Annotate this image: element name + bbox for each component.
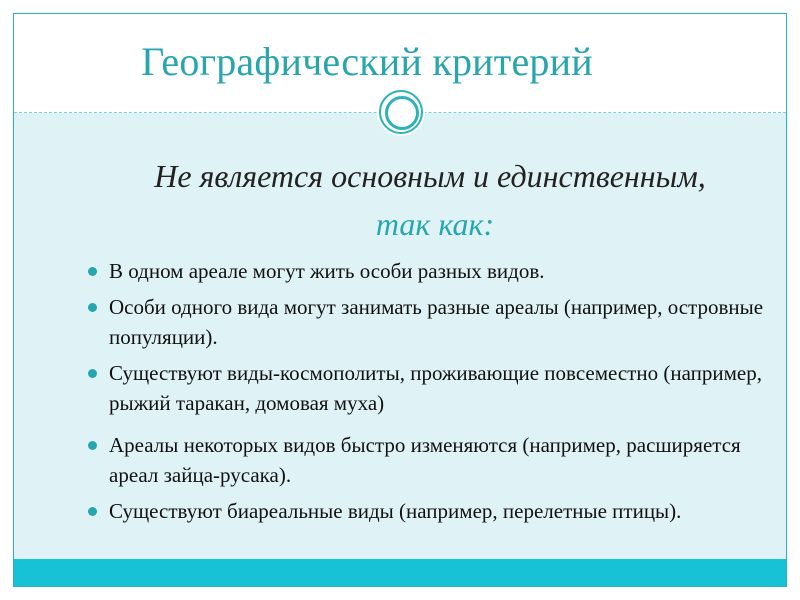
- list-item: [88, 358, 778, 418]
- inner-ring: [385, 96, 419, 130]
- list-item: [88, 292, 778, 352]
- bullet-list: [88, 256, 778, 532]
- subtitle-line-2: так как:: [375, 206, 495, 242]
- list-item-text: Ареалы некоторых видов быстро изменяются (например, расширяется ареал зайца-русака).: [109, 433, 741, 487]
- bullet-dot-icon: [88, 441, 97, 450]
- list-item-text: В одном ареале могут жить особи разных видов.: [109, 259, 545, 283]
- list-item: [88, 256, 778, 286]
- double-ring-circle-icon: [377, 88, 425, 136]
- slide-title: [0, 38, 800, 85]
- list-item: [88, 496, 778, 526]
- bullet-dot-icon: [88, 303, 97, 312]
- bullet-dot-icon: [88, 507, 97, 516]
- list-item-text: Существуют виды-космополиты, проживающие повсеместно (например, рыжий таракан, домовая муха): [109, 361, 762, 415]
- footer-bar: [14, 559, 786, 586]
- subtitle-line-1: Не является основным и единственным,: [154, 158, 706, 194]
- list-item: [88, 430, 778, 490]
- slide-title-text: Географический критерий: [141, 39, 593, 84]
- bullet-dot-icon: [88, 267, 97, 276]
- list-item-text: Особи одного вида могут занимать разные ареалы (например, островные популяции).: [109, 295, 764, 349]
- subtitle: [60, 152, 780, 248]
- list-item-text: Существуют биареальные виды (например, перелетные птицы).: [109, 499, 682, 523]
- bullet-dot-icon: [88, 369, 97, 378]
